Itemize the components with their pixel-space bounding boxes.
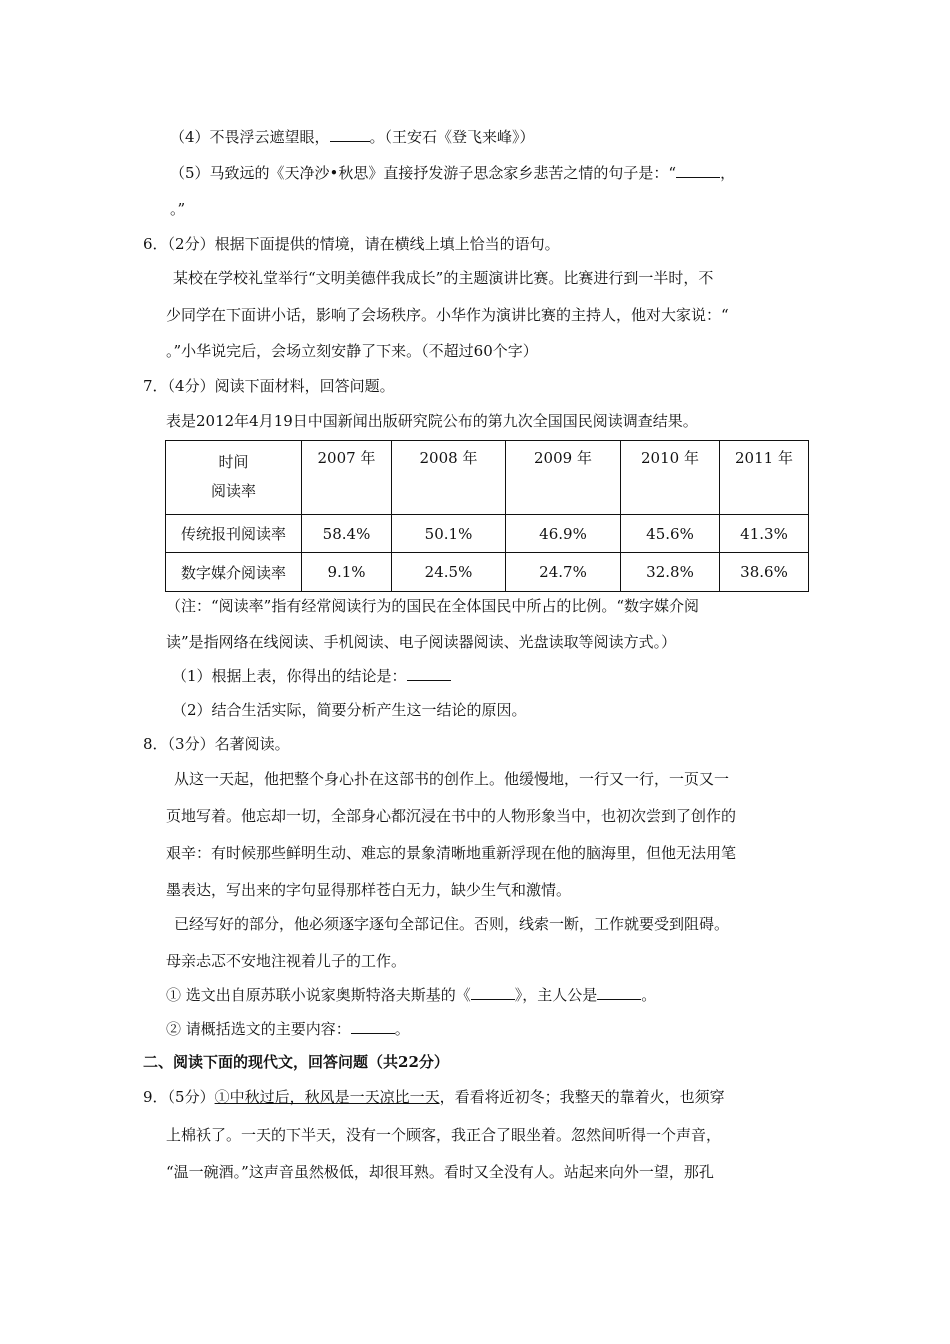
q7-note: 读”是指网络在线阅读、手机阅读、电子阅读器阅读、光盘读取等阅读方式。） [166, 633, 677, 651]
q8-header: 8．（3分）名著阅读。 [143, 735, 290, 753]
table-cell: 41.3% [720, 515, 809, 553]
table-cell: 32.8% [621, 553, 720, 592]
row-label: 数字媒介阅读率 [166, 553, 302, 592]
q5-item5-end: 。” [170, 200, 186, 218]
table-cell: 45.6% [621, 515, 720, 553]
table-row [166, 515, 809, 553]
reading-rate-table [165, 440, 809, 592]
table-header-row [166, 441, 809, 515]
table-cell: 24.7% [506, 553, 621, 592]
blank-line[interactable] [330, 127, 370, 142]
underlined-sentence: ①中秋过后，秋风是一天凉比一天 [214, 1088, 440, 1106]
year-header: 2007 年 [302, 441, 392, 515]
blank-line[interactable] [597, 985, 641, 1000]
q7-intro: 表是2012年4月19日中国新闻出版研究院公布的第九次全国国民阅读调查结果。 [166, 412, 698, 430]
q8-sub2: ② 请概括选文的主要内容： 。 [166, 1020, 410, 1038]
table-cell: 58.4% [302, 515, 392, 553]
blank-line[interactable] [471, 985, 515, 1000]
q7-sub2: （2）结合生活实际，简要分析产生这一结论的原因。 [172, 701, 527, 719]
blank-line[interactable] [676, 163, 720, 178]
blank-line[interactable] [407, 666, 451, 681]
q8-line: 从这一天起，他把整个身心扑在这部书的创作上。他缓慢地，一行又一行，一页又一 [174, 770, 730, 788]
blank-line[interactable] [351, 1019, 395, 1034]
q9-line: 9．（5分）①中秋过后，秋风是一天凉比一天，看看将近初冬；我整天的靠着火，也须穿 [143, 1088, 725, 1106]
year-header: 2008 年 [392, 441, 506, 515]
q5-item4: （4）不畏浮云遮望眼， 。（王安石《登飞来峰》） [170, 128, 535, 146]
q8-sub1: ① 选文出自原苏联小说家奥斯特洛夫斯基的《 》，主人公是 。 [166, 986, 657, 1004]
q8-line: 母亲忐忑不安地注视着儿子的工作。 [166, 952, 407, 970]
q8-line: 艰辛：有时候那些鲜明生动、难忘的景象清晰地重新浮现在他的脑海里，但他无法用笔 [166, 844, 737, 862]
table-cell: 9.1% [302, 553, 392, 592]
q8-line: 已经写好的部分，他必须逐字逐句全部记住。否则，线索一断，工作就要受到阻碍。 [174, 915, 730, 933]
q6-line: 某校在学校礼堂举行“文明美德伴我成长”的主题演讲比赛。比赛进行到一半时，不 [173, 269, 714, 287]
table-cell: 24.5% [392, 553, 506, 592]
table-cell: 50.1% [392, 515, 506, 553]
q9-line: 上棉袄了。一天的下半天，没有一个顾客，我正合了眼坐着。忽然间听得一个声音， [166, 1126, 722, 1144]
table-cell: 38.6% [720, 553, 809, 592]
q8-line: 墨表达，写出来的字句显得那样苍白无力，缺少生气和激情。 [166, 881, 572, 899]
q7-sub1: （1）根据上表，你得出的结论是： [172, 666, 451, 686]
q7-header: 7．（4分）阅读下面材料，回答问题。 [143, 377, 395, 395]
q8-line: 页地写着。他忘却一切，全部身心都沉浸在书中的人物形象当中，也初次尝到了创作的 [166, 807, 737, 825]
year-header: 2010 年 [621, 441, 720, 515]
row-label: 传统报刊阅读率 [166, 515, 302, 553]
year-header: 2009 年 [506, 441, 621, 515]
q7-note: （注：“阅读率”指有经常阅读行为的国民在全体国民中所占的比例。“数字媒介阅 [166, 597, 700, 615]
table-corner-cell: 时间 阅读率 [166, 441, 302, 515]
q6-line: 。”小华说完后，会场立刻安静了下来。（不超过60个字） [166, 342, 538, 360]
table-row [166, 553, 809, 592]
q6-header: 6．（2分）根据下面提供的情境，请在横线上填上恰当的语句。 [143, 235, 560, 253]
q6-line: 少同学在下面讲小话，影响了会场秩序。小华作为演讲比赛的主持人，他对大家说：“ [166, 306, 729, 324]
section-heading: 二、阅读下面的现代文，回答问题（共22分） [143, 1053, 449, 1071]
table-cell: 46.9% [506, 515, 621, 553]
q9-line: “温一碗酒。”这声音虽然极低，却很耳熟。看时又全没有人。站起来向外一望，那孔 [166, 1163, 714, 1181]
q5-item5: （5）马致远的《天净沙•秋思》直接抒发游子思念家乡悲苦之情的句子是：“ ， [170, 164, 736, 182]
year-header: 2011 年 [720, 441, 809, 515]
